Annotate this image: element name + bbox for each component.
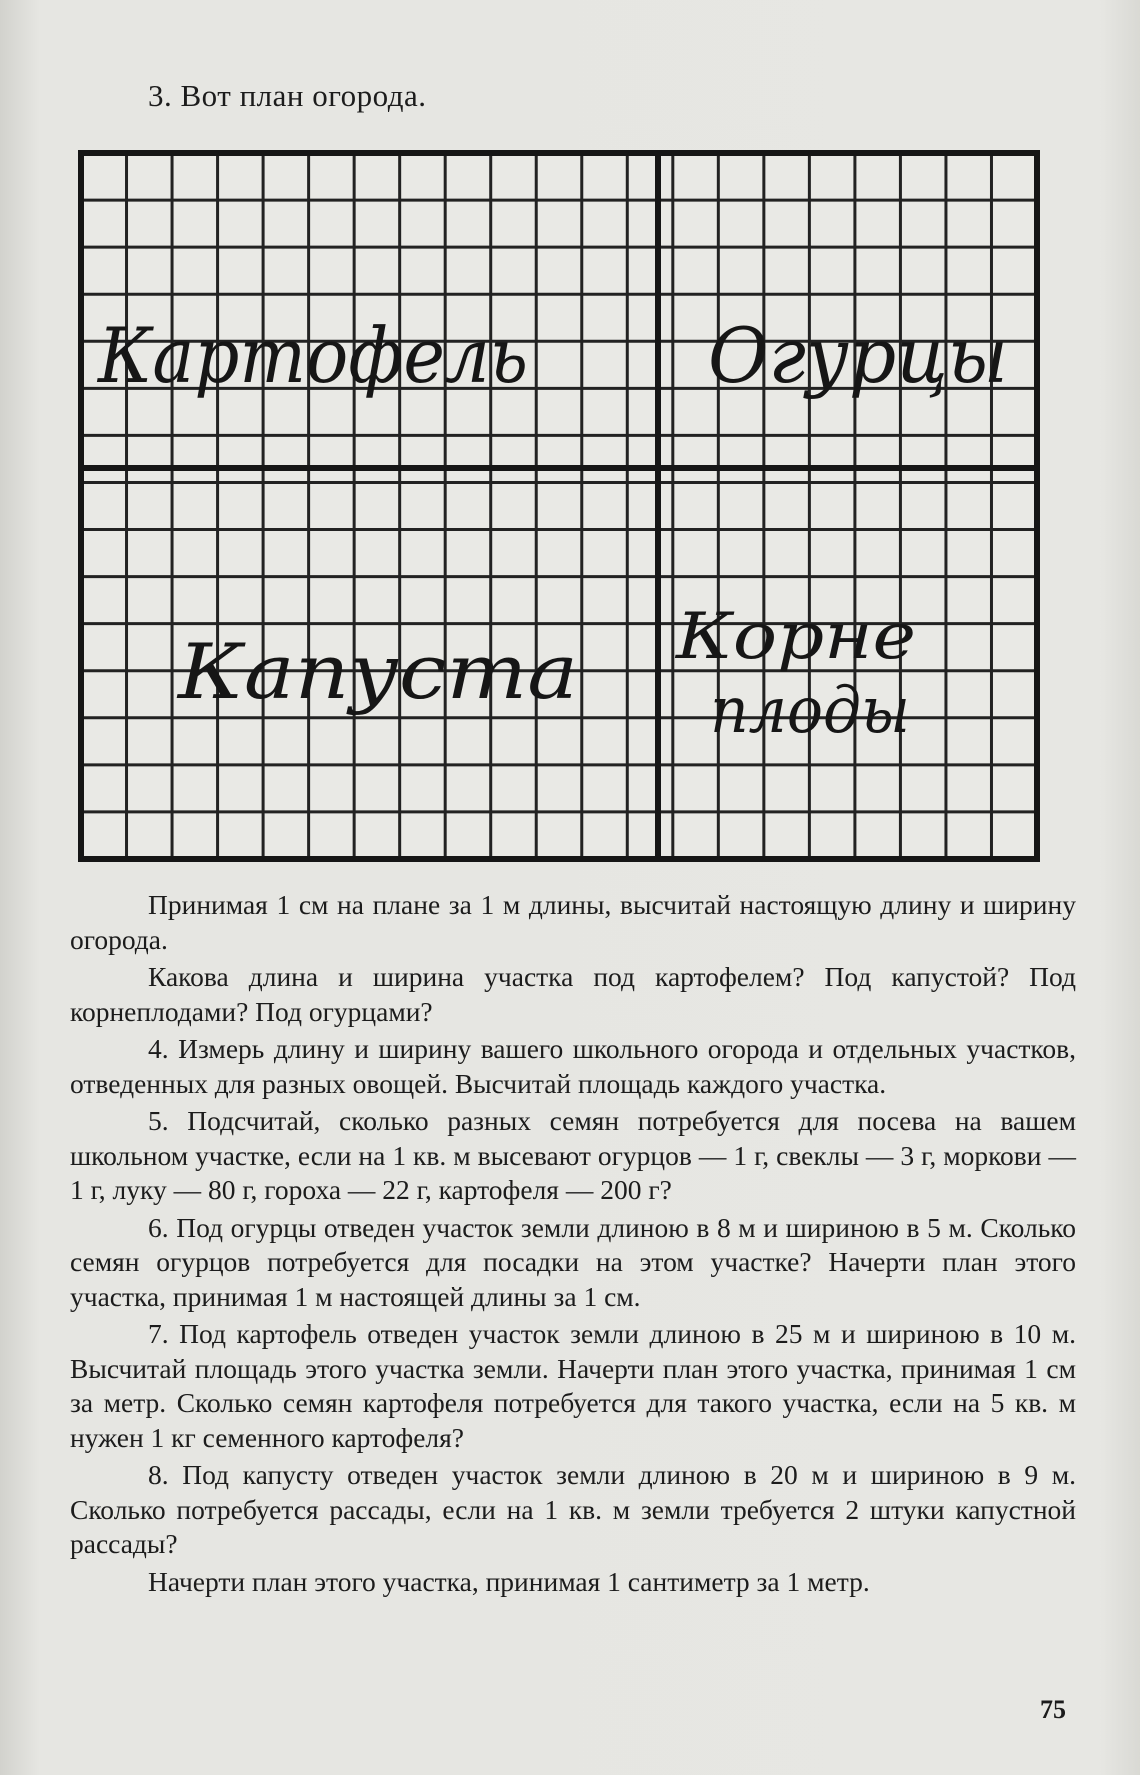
paragraph-scale: Принимая 1 см на плане за 1 м длины, высчитай настоящую длину и ширину огорода. — [70, 889, 1076, 955]
page-number: 75 — [1040, 1695, 1066, 1724]
paragraph-exercise-8-plan: Начерти план этого участка, принимая 1 сантиметр за 1 метр. — [148, 1565, 870, 1597]
paragraph-exercise-5: 5. Подсчитай, сколько разных семян потребуется для посева на вашем школьном участке, если на 1 кв. м высевают огурцов — 1 г, свеклы — 3 г, моркови — 1 г, луку — 80 г, гороха — 22 г, картофеля — 200 г? — [70, 1105, 1076, 1205]
paragraph-plot-sizes: Какова длина и ширина участка под картофелем? Под капустой? Под корнеплодами? Под огурцами? — [70, 961, 1076, 1027]
exercise-heading: 3. Вот план огорода. — [148, 78, 427, 113]
paragraph-exercise-6: 6. Под огурцы отведен участок земли длиною в 8 м и шириною в 5 м. Сколько семян огурцов потребуется для посадки на этом участке? Начерти план этого участка, принимая 1 м настоящей длины за 1 см. — [70, 1211, 1076, 1312]
plot-label-potato: Картофель — [96, 311, 529, 400]
plot-label-roots-line2: плоды — [710, 674, 910, 748]
garden-plan — [78, 150, 1040, 862]
plot-label-roots-line1: Корне — [674, 600, 916, 674]
plot-label-cabbage: Капуста — [175, 627, 578, 716]
paragraph-exercise-7: 7. Под картофель отведен участок земли длиною в 25 м и шириною в 10 м. Высчитай площадь этого участка земли. Начерти план этого участка, принимая 1 см за метр. Сколько семян картофеля потребуется для такого участка, если на 5 кв. м нужен 1 кг семенного картофеля? — [70, 1318, 1076, 1453]
paragraph-exercise-8: 8. Под капусту отведен участок земли длиною в 20 м и шириною в 9 м. Сколько потребуется рассады, если на 1 кв. м земли требуется 2 штуки капустной рассады? — [70, 1459, 1076, 1559]
garden-plan-grid — [78, 150, 1040, 862]
exercise-text — [70, 888, 1076, 1602]
paragraph-exercise-4: 4. Измерь длину и ширину вашего школьного огорода и отдельных участков, отведенных для разных овощей. Высчитай площадь каждого участка. — [70, 1033, 1076, 1099]
plot-label-cucumbers: Огурцы — [708, 311, 1008, 400]
